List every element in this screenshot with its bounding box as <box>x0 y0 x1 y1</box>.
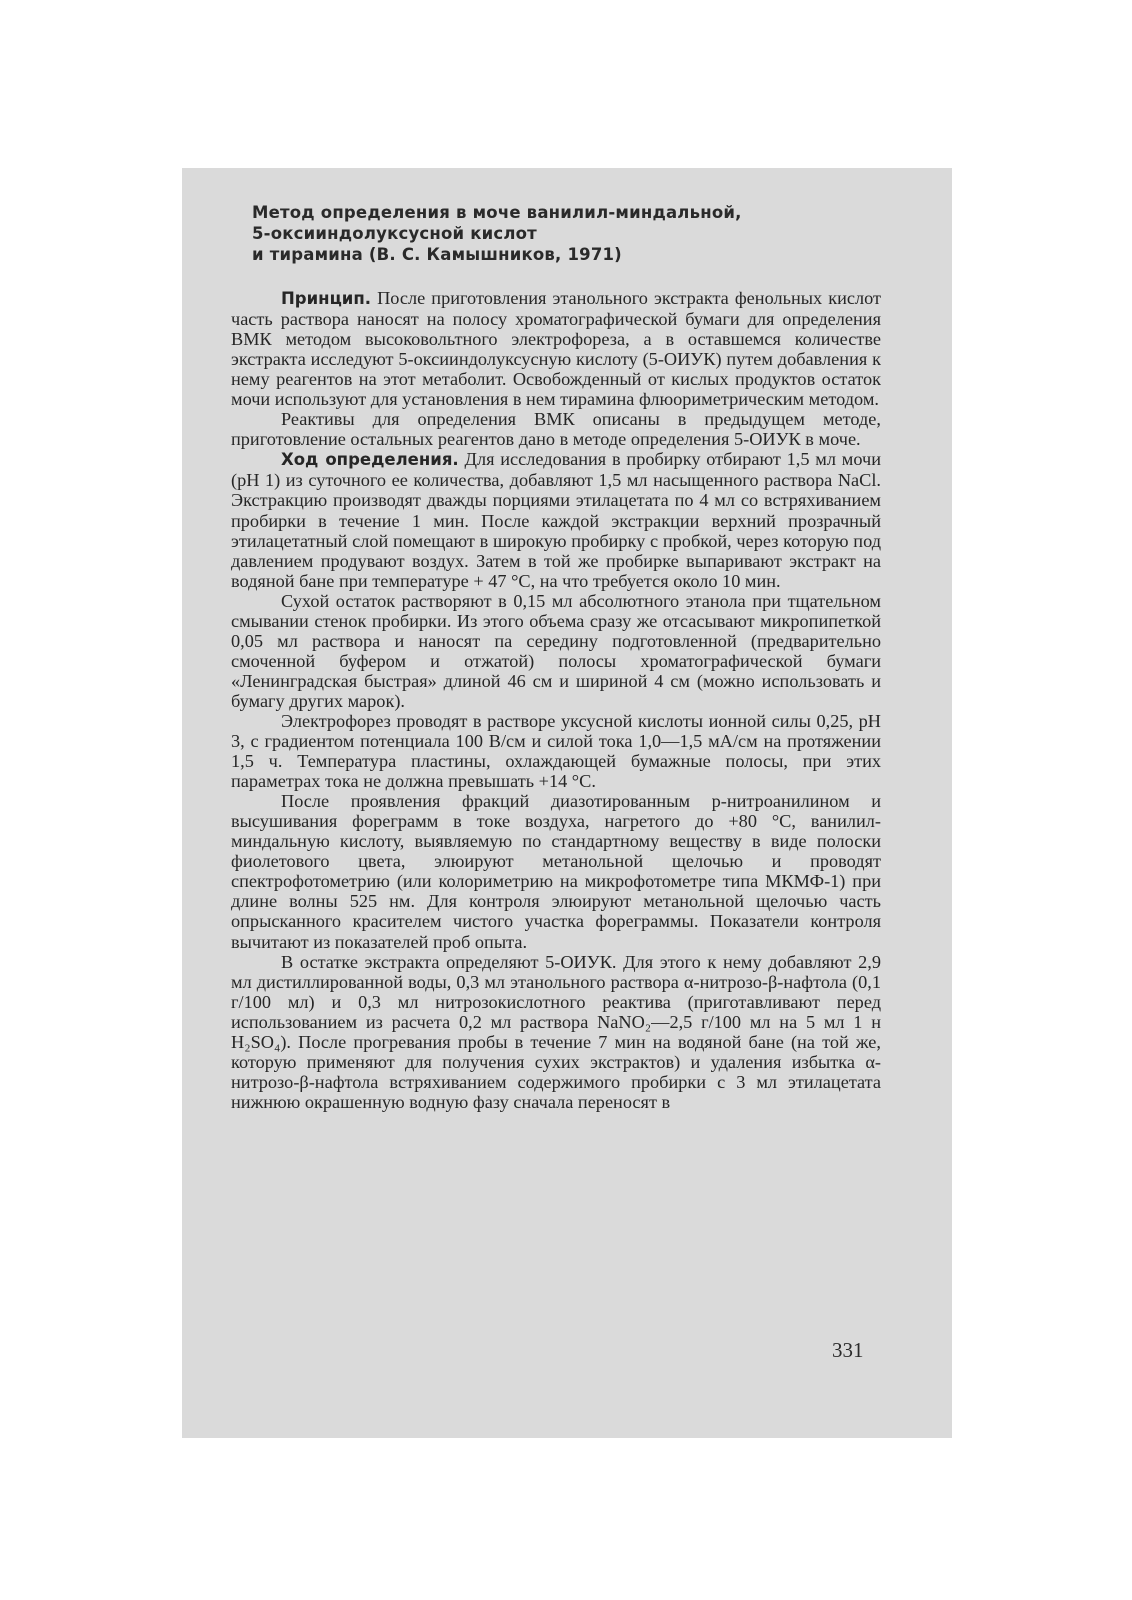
paragraph-5hiaa <box>231 952 881 1112</box>
paragraph-dry-residue <box>231 591 881 711</box>
body-text <box>231 288 881 1112</box>
page-number: 331 <box>832 1338 864 1362</box>
paragraph-lead: Принцип. <box>281 289 372 308</box>
scanned-page <box>182 168 952 1438</box>
section-heading <box>252 202 812 265</box>
paragraph-text: Электрофорез проводят в растворе уксусной кислоты ионной силы 0,25, рН 3, с градиентом потенциала 100 В/см и силой тока 1,0—1,5 мА/см на протяжении 1,5 ч. Температура пластины, охлаждающей бумажные полосы, при этих параметрах тока не должна превышать +14 °С. <box>231 710 881 792</box>
paragraph-lead: Ход определения. <box>281 450 459 470</box>
paragraph-text: После приготовления этанольного экстракта фенольных кислот часть раствора наносят на полосу хроматографической бумаги для определения ВМК методом высоковольтного электрофореза, а в оставшемся количестве экстракта исследуют 5-оксииндолуксусную кислоту (5-ОИУК) путем добавления к нему реагентов на этот метаболит. Освобожденный от кислых продуктов остаток мочи используют для установления в нем тирамина флюориметрическим методом. <box>231 288 881 410</box>
heading-line: и тирамина (В. С. Камышников, 1971) <box>252 245 622 264</box>
paragraph-text: В остатке экстракта определяют 5-ОИУК. Для этого к нему добавляют 2,9 мл дистиллированной воды, 0,3 мл этанольного раствора α-нитрозо-β-нафтола (0,1 г/100 мл) и 0,3 мл нитрозокислотного реактива (приготавливают перед использованием из расчета 0,2 мл раствора NaNO₂—2,5 г/100 мл на 5 мл 1 н H₂SO₄). После прогревания пробы в течение 7 мин на водяной бане (на той же, которую применяют для получения сухих экстрактов) и удаления избытка α-нитрозо-β-нафтола встряхиванием содержимого пробирки с 3 мл этилацетата нижнюю окрашенную водную фазу сначала переносят в <box>231 951 881 1112</box>
paragraph-procedure <box>231 449 881 590</box>
paragraph-text: После проявления фракций диазотированным р-нитроанилином и высушивания фореграмм в токе воздуха, нагретого до +80 °С, ванилил-миндальную кислоту, выявляемую по стандартному веществу в виде полоски фиолетового цвета, элюируют метанольной щелочью и проводят спектрофотометрию (или колориметрию на микрофотометре типа МКМФ-1) при длине волны 525 нм. Для контроля элюируют метанольной щелочью часть опрысканного красителем чистого участка фореграммы. Показатели контроля вычитают из показателей проб опыта. <box>231 791 881 952</box>
paragraph-reagents <box>231 409 881 449</box>
paragraph-principle <box>231 288 881 409</box>
heading-line: Метод определения в моче ванилил-миндальной, <box>252 203 742 222</box>
paragraph-development <box>231 791 881 951</box>
paragraph-text: Для исследования в пробирку отбирают 1,5 мл мочи (рН 1) из суточного ее количества, добавляют 1,5 мл насыщенного раствора NaCl. Экстракцию производят дважды порциями этилацетата по 4 мл со встряхиванием пробирки в течение 1 мин. После каждой экстракции верхний прозрачный этилацетатный слой помещают в широкую пробирку с пробкой, через которую под давлением продувают воздух. Затем в той же пробирке выпаривают экстракт на водяной бане при температуре + 47 °С, на что требуется около 10 мин. <box>231 449 881 591</box>
heading-line: 5-оксииндолуксусной кислот <box>252 224 537 243</box>
paragraph-electrophoresis <box>231 711 881 791</box>
paragraph-text: Реактивы для определения ВМК описаны в предыдущем методе, приготовление остальных реагентов дано в методе определения 5-ОИУК в моче. <box>231 409 881 450</box>
paragraph-text: Сухой остаток растворяют в 0,15 мл абсолютного этанола при тщательном смывании стенок пробирки. Из этого объема сразу же отсасывают микропипеткой 0,05 мл раствора и наносят па середину подготовленной (предварительно смоченной буфером и отжатой) полосы хроматографической бумаги «Ленинградская быстрая» длиной 46 см и шириной 4 см (можно использовать и бумагу других марок). <box>231 590 881 711</box>
